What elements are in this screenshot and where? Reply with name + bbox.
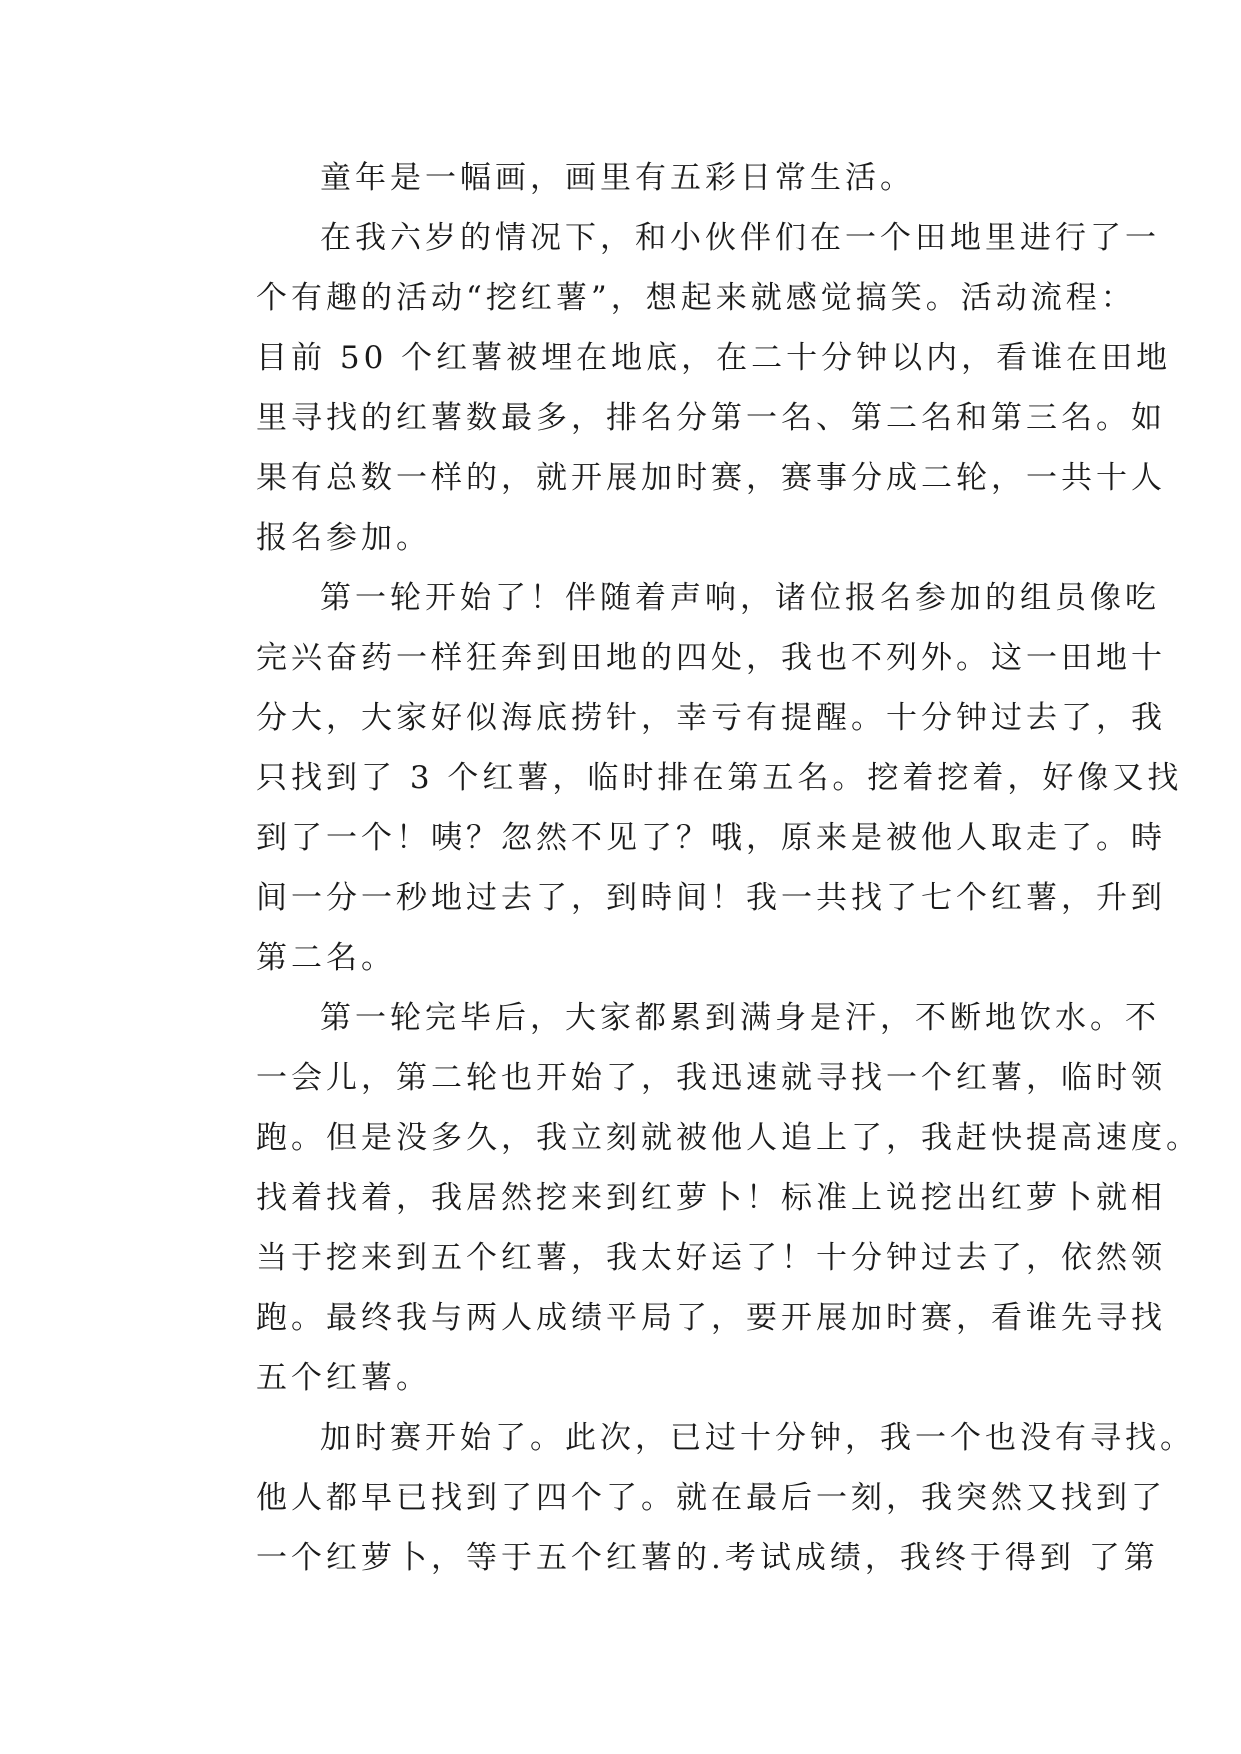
text-line: 目前 50 个红薯被埋在地底，在二十分钟以内，看谁在田地	[256, 340, 1172, 376]
paragraph-5	[192, 1408, 1195, 1588]
paragraph-3	[192, 568, 1183, 988]
text-line: 间一分一秒地过去了，到時间！我一共找了七个红薯，升到	[256, 880, 1166, 916]
text-line: 第一轮完毕后，大家都累到满身是汗，不断地饮水。不	[320, 1000, 1160, 1036]
text-line: 一个红萝卜，等于五个红薯的.考试成绩，我终于得到 了第	[256, 1540, 1159, 1576]
text-line: 童年是一幅画，画里有五彩日常生活。	[320, 160, 915, 196]
text-line: 完兴奋药一样狂奔到田地的四处，我也不列外。这一田地十	[256, 640, 1166, 676]
paragraph-2	[192, 208, 1172, 568]
text-line: 果有总数一样的，就开展加时赛，赛事分成二轮，一共十人	[256, 460, 1166, 496]
text-line: 找着找着，我居然挖来到红萝卜！标准上说挖出红萝卜就相	[256, 1180, 1166, 1216]
text-line: 五个红薯。	[256, 1360, 431, 1396]
text-line: 分大，大家好似海底捞针，幸亏有提醒。十分钟过去了，我	[256, 700, 1166, 736]
text-line: 跑。但是没多久，我立刻就被他人追上了，我赶快提高速度。	[256, 1120, 1201, 1156]
paragraph-1	[192, 148, 1052, 208]
text-line: 里寻找的红薯数最多，排名分第一名、第二名和第三名。如	[256, 400, 1166, 436]
text-line: 跑。最终我与两人成绩平局了，要开展加时赛，看谁先寻找	[256, 1300, 1166, 1336]
document-body	[192, 148, 1201, 1588]
text-line: 在我六岁的情况下，和小伙伴们在一个田地里进行了一	[320, 220, 1160, 256]
text-line: 报名参加。	[256, 520, 431, 556]
text-line: 加时赛开始了。此次，已过十分钟，我一个也没有寻找。	[320, 1420, 1195, 1456]
text-line: 当于挖来到五个红薯，我太好运了！十分钟过去了，依然领	[256, 1240, 1166, 1276]
text-line: 个有趣的活动“挖红薯”，想起来就感觉搞笑。活动流程：	[256, 280, 1136, 316]
text-line: 只找到了 3 个红薯，临时排在第五名。挖着挖着，好像又找	[256, 760, 1183, 796]
text-line: 第二名。	[256, 940, 396, 976]
text-line: 他人都早已找到了四个了。就在最后一刻，我突然又找到了	[256, 1480, 1166, 1516]
text-line: 第一轮开始了！伴随着声响，诸位报名参加的组员像吃	[320, 580, 1160, 616]
paragraph-4	[192, 988, 1201, 1408]
text-line: 一会儿，第二轮也开始了，我迅速就寻找一个红薯，临时领	[256, 1060, 1166, 1096]
text-line: 到了一个！咦？忽然不见了？哦，原来是被他人取走了。時	[256, 820, 1166, 856]
